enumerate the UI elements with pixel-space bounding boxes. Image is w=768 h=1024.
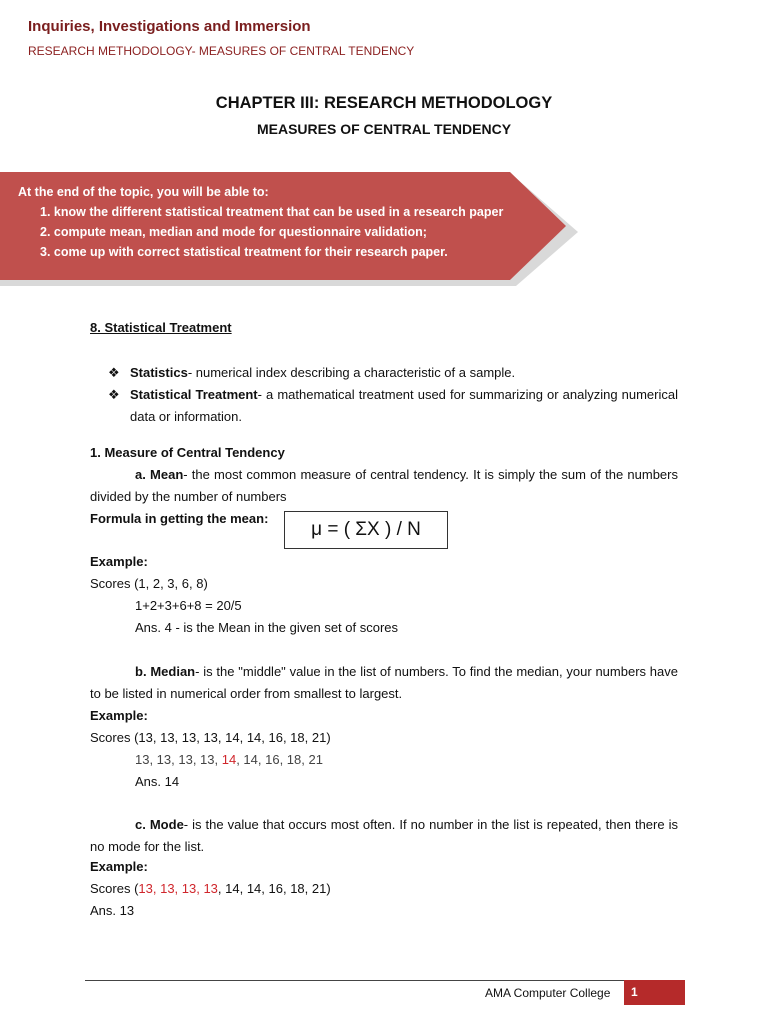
mode-definition: - is the value that occurs most often. If no number in the list is repeated, then there is no mode for the list.: [90, 817, 678, 854]
bullet-definition: - a mathematical treatment used for summarizing or analyzing numerical data or information.: [130, 387, 679, 424]
mean-label: a. Mean: [135, 467, 184, 482]
mean-answer: Ans. 4 - is the Mean in the given set of scores: [135, 620, 399, 635]
footer-college: AMA Computer College: [485, 986, 611, 1000]
bullet-term: Statistical Treatment: [130, 387, 258, 402]
mode-paragraph: [90, 814, 678, 858]
mode-scores-prefix: Scores (: [90, 881, 139, 896]
diamond-bullet-icon: ❖: [108, 387, 120, 402]
median-label: b. Median: [135, 664, 196, 679]
definition-bullet-statistics: [108, 362, 678, 384]
section-title: 8. Statistical Treatment: [90, 320, 232, 335]
median-example-label: Example:: [90, 708, 148, 723]
chapter-title: CHAPTER III: RESEARCH METHODOLOGY: [215, 94, 553, 112]
central-tendency-title: 1. Measure of Central Tendency: [90, 445, 285, 460]
median-example-scores: Scores (13, 13, 13, 13, 14, 14, 16, 18, 21): [90, 730, 331, 745]
median-highlight: 14: [221, 752, 237, 767]
mean-formula-box: μ = ( ΣX ) / N: [284, 511, 448, 549]
median-sorted-before: 13, 13, 13, 13,: [135, 752, 222, 767]
mean-example-label: Example:: [90, 554, 148, 569]
bullet-term: Statistics: [130, 365, 188, 380]
median-answer: Ans. 14: [135, 774, 180, 789]
median-paragraph: [90, 661, 678, 705]
mode-example-scores: [90, 878, 331, 900]
objective-item-1: 1. know the different statistical treatment that can be used in a research paper: [40, 205, 504, 219]
document-header-title: Inquiries, Investigations and Immersion: [28, 18, 311, 35]
definition-bullet-statistical-treatment: [108, 384, 678, 428]
median-sorted-after: , 14, 16, 18, 21: [236, 752, 323, 767]
mode-label: c. Mode: [135, 817, 184, 832]
chapter-subtitle: MEASURES OF CENTRAL TENDENCY: [256, 121, 512, 137]
document-header-subtitle: RESEARCH METHODOLOGY- MEASURES OF CENTRAL TENDENCY: [28, 44, 415, 58]
formula-label: Formula in getting the mean:: [90, 511, 269, 526]
mean-definition: - the most common measure of central tendency. It is simply the sum of the numbers divided by the number of numbers: [90, 467, 678, 504]
mode-scores-suffix: , 14, 14, 16, 18, 21): [217, 881, 331, 896]
mean-paragraph: [90, 464, 678, 508]
objectives-intro: At the end of the topic, you will be able to:: [18, 185, 269, 199]
bullet-definition: - numerical index describing a characteristic of a sample.: [187, 365, 516, 380]
objective-item-2: 2. compute mean, median and mode for questionnaire validation;: [40, 225, 427, 239]
mode-answer: Ans. 13: [90, 903, 135, 918]
mode-example-label: Example:: [90, 859, 148, 874]
objective-item-3: 3. come up with correct statistical treatment for their research paper.: [40, 245, 448, 259]
median-sorted-list: [135, 749, 323, 771]
mean-example-scores: Scores (1, 2, 3, 6, 8): [90, 576, 208, 591]
mean-computation: 1+2+3+6+8 = 20/5: [135, 598, 242, 613]
diamond-bullet-icon: ❖: [108, 365, 120, 380]
page-number: 1: [624, 980, 685, 1005]
footer-divider: [85, 980, 685, 981]
median-definition: - is the "middle" value in the list of numbers. To find the median, your numbers have to be listed in numerical order from smallest to largest.: [90, 664, 678, 701]
mode-highlight: 13, 13, 13, 13: [138, 881, 218, 896]
